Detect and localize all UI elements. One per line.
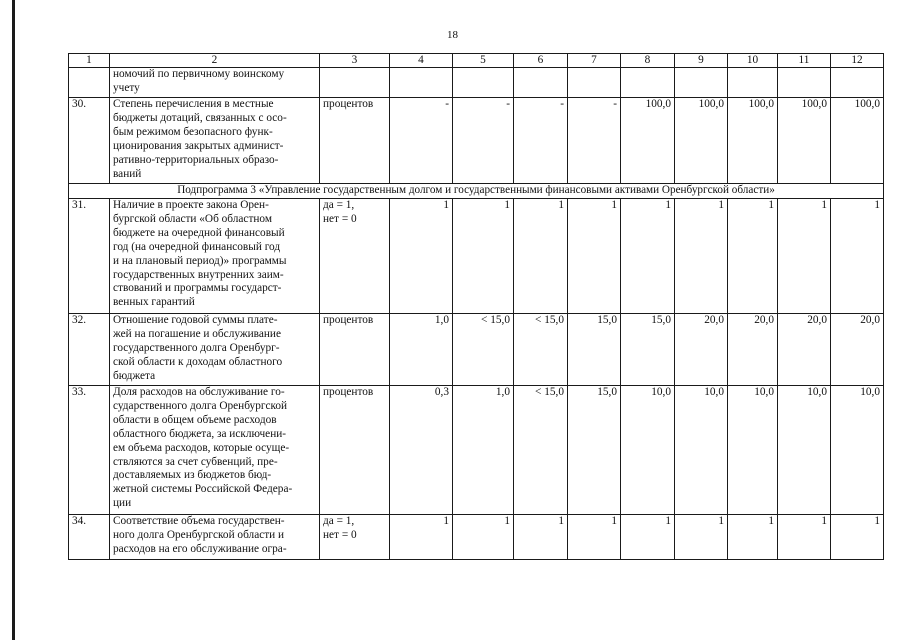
value-cell: 1,0 — [390, 314, 453, 386]
value-cell: - — [453, 98, 514, 184]
value-cell — [390, 68, 453, 98]
value-cell: 1 — [675, 515, 728, 560]
indicator-name: Соответствие объема государствен- ного долга Оренбургской области и расходов на его обслуживание огра- — [110, 515, 320, 560]
value-cell: 1 — [514, 515, 568, 560]
value-cell: 10,0 — [621, 386, 675, 515]
table-row — [69, 199, 884, 314]
value-cell — [621, 68, 675, 98]
value-cell: 15,0 — [621, 314, 675, 386]
value-cell — [728, 68, 778, 98]
row-number — [69, 68, 110, 98]
value-cell: 1 — [568, 199, 621, 314]
value-cell — [831, 68, 884, 98]
value-cell — [675, 68, 728, 98]
value-cell: 0,3 — [390, 386, 453, 515]
value-cell: 20,0 — [728, 314, 778, 386]
value-cell: < 15,0 — [514, 314, 568, 386]
column-header: 8 — [621, 54, 675, 68]
value-cell: 100,0 — [675, 98, 728, 184]
value-cell: 1 — [728, 199, 778, 314]
value-cell: < 15,0 — [514, 386, 568, 515]
value-cell: 1 — [621, 199, 675, 314]
value-cell: 10,0 — [728, 386, 778, 515]
indicator-name: Степень перечисления в местные бюджеты дотаций, связанных с осо- бым режимом безопасного функ- ционирования закрытых админист- ративно-территориальных образо- ваний — [110, 98, 320, 184]
column-header: 2 — [110, 54, 320, 68]
table-row — [69, 68, 884, 98]
value-cell: 100,0 — [778, 98, 831, 184]
value-cell — [453, 68, 514, 98]
column-header: 7 — [568, 54, 621, 68]
value-cell: - — [514, 98, 568, 184]
value-cell: 1 — [514, 199, 568, 314]
unit-cell — [320, 68, 390, 98]
value-cell: 1 — [778, 515, 831, 560]
value-cell: 1 — [453, 199, 514, 314]
unit-cell: да = 1, нет = 0 — [320, 199, 390, 314]
row-number: 32. — [69, 314, 110, 386]
row-number: 30. — [69, 98, 110, 184]
binding-line — [12, 0, 15, 640]
value-cell: 1 — [778, 199, 831, 314]
value-cell: 1 — [568, 515, 621, 560]
subprogram-title: Подпрограмма 3 «Управление государственным долгом и государственными финансовыми активами Оренбургской области» — [69, 184, 884, 199]
column-header: 10 — [728, 54, 778, 68]
row-number: 33. — [69, 386, 110, 515]
value-cell — [568, 68, 621, 98]
column-header: 6 — [514, 54, 568, 68]
table-row — [69, 314, 884, 386]
value-cell: 1,0 — [453, 386, 514, 515]
indicator-name: Наличие в проекте закона Орен- бургской области «Об областном бюджете на очередной финансовый год (на очередной финансовый год и на плановый период)» программы государственных внутренних заим- ствований и программы государст- венных гарантий — [110, 199, 320, 314]
unit-cell: да = 1, нет = 0 — [320, 515, 390, 560]
value-cell — [778, 68, 831, 98]
value-cell: 1 — [675, 199, 728, 314]
value-cell: 1 — [390, 199, 453, 314]
value-cell — [514, 68, 568, 98]
value-cell: 1 — [831, 515, 884, 560]
value-cell: 100,0 — [728, 98, 778, 184]
value-cell: - — [390, 98, 453, 184]
value-cell: 1 — [453, 515, 514, 560]
value-cell: 20,0 — [778, 314, 831, 386]
indicators-table — [68, 53, 884, 560]
header-row — [69, 54, 884, 68]
value-cell: < 15,0 — [453, 314, 514, 386]
indicator-name: Доля расходов на обслуживание го- сударственного долга Оренбургской области в общем объеме расходов областного бюджета, за исключени- ем объема расходов, которые осуще- ствляются за счет субвенций, пре- доставляемых из бюджетов бюд- жетной системы Российской Федера- ции — [110, 386, 320, 515]
value-cell: 100,0 — [621, 98, 675, 184]
value-cell: 1 — [831, 199, 884, 314]
unit-cell: процентов — [320, 314, 390, 386]
column-header: 12 — [831, 54, 884, 68]
subprogram-row — [69, 184, 884, 199]
column-header: 3 — [320, 54, 390, 68]
value-cell: 1 — [621, 515, 675, 560]
indicator-name: номочий по первичному воинскому учету — [110, 68, 320, 98]
value-cell: 10,0 — [778, 386, 831, 515]
unit-cell: процентов — [320, 386, 390, 515]
column-header: 1 — [69, 54, 110, 68]
value-cell: 15,0 — [568, 386, 621, 515]
value-cell: 20,0 — [831, 314, 884, 386]
column-header: 4 — [390, 54, 453, 68]
row-number: 34. — [69, 515, 110, 560]
column-header: 11 — [778, 54, 831, 68]
value-cell: 20,0 — [675, 314, 728, 386]
table-row — [69, 98, 884, 184]
value-cell: 15,0 — [568, 314, 621, 386]
value-cell: 1 — [728, 515, 778, 560]
column-header: 9 — [675, 54, 728, 68]
row-number: 31. — [69, 199, 110, 314]
value-cell: 100,0 — [831, 98, 884, 184]
value-cell: 10,0 — [831, 386, 884, 515]
page-number: 18 — [447, 29, 458, 41]
column-header: 5 — [453, 54, 514, 68]
value-cell: 10,0 — [675, 386, 728, 515]
value-cell: 1 — [390, 515, 453, 560]
table-row — [69, 386, 884, 515]
indicator-name: Отношение годовой суммы плате- жей на погашение и обслуживание государственного долга Оренбург- ской области к доходам областного бюджета — [110, 314, 320, 386]
unit-cell: процентов — [320, 98, 390, 184]
value-cell: - — [568, 98, 621, 184]
table-row — [69, 515, 884, 560]
